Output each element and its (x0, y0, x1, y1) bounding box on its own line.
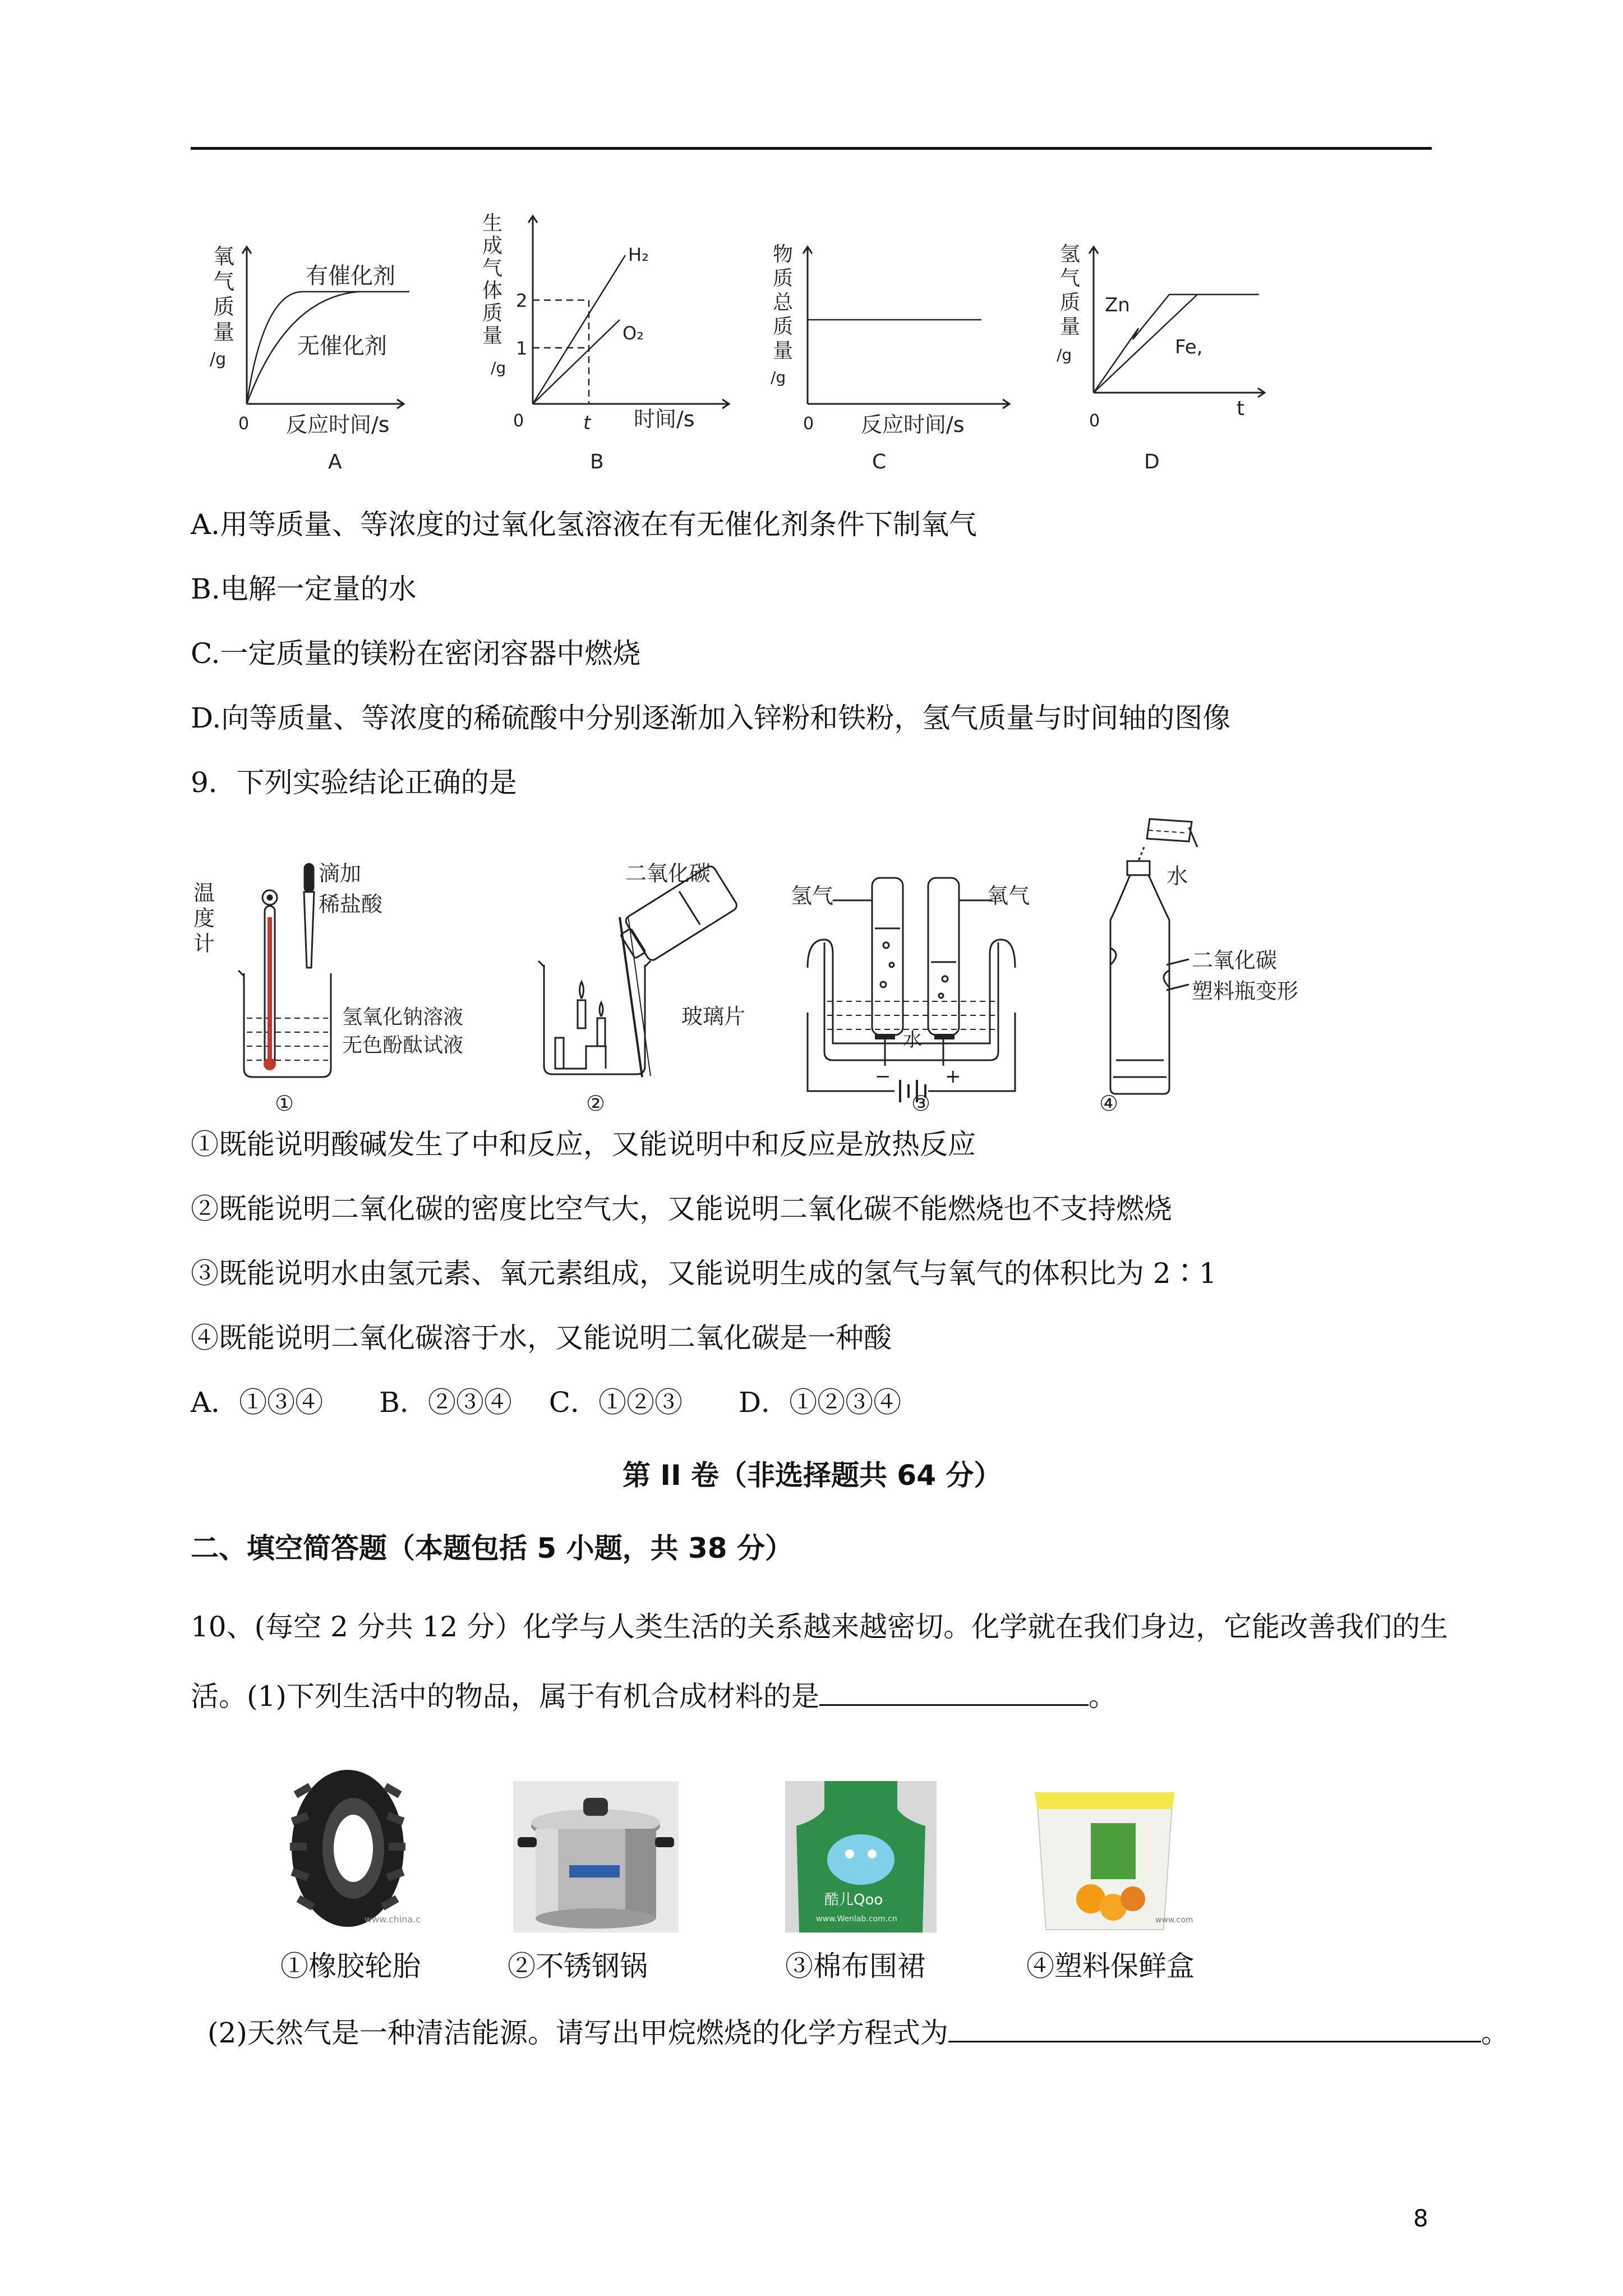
item-label-pot: ②不锈钢锅 (508, 1950, 648, 1982)
fig4-water-label: 水 (1166, 864, 1188, 889)
apron-url-text: www.Wenlab.com.cn (816, 1915, 897, 1924)
graph-b-origin: 0 (513, 411, 524, 431)
graph-d-zn-label: Zn (1105, 294, 1130, 316)
fig3-minus-label: − (875, 1065, 891, 1088)
graph-b-ylabel-2: 成 (482, 234, 503, 257)
thermometer-mercury (268, 917, 272, 1063)
graph-c-ylabel-3: 总 (773, 291, 794, 314)
fig1-drop-label-2: 稀盐酸 (319, 892, 383, 917)
header-rule (191, 147, 1432, 150)
q9-options: A．①③④ B．②③④ C．①②③ D．①②③④ (191, 1386, 902, 1419)
q8-option-d: D.向等质量、等浓度的稀硫酸中分别逐渐加入锌粉和铁粉，氢气质量与时间轴的图像 (191, 702, 1231, 734)
graph-d-ylabel-2: 气 (1060, 267, 1081, 290)
graph-a-xlabel: 反应时间/s (286, 412, 390, 437)
graph-d-xlabel: t (1237, 397, 1245, 420)
q9-figure-2-co2-candles (533, 855, 768, 1116)
apron-image (785, 1781, 937, 1932)
q10-line-3-end: 。 (1481, 2017, 1509, 2049)
graph-d-ylabel-unit: /g (1057, 346, 1072, 364)
graph-b (471, 205, 740, 477)
q9-figure-1-neutralization (191, 855, 550, 1116)
fig4-deform-label: 塑料瓶变形 (1192, 979, 1299, 1004)
graph-a-curve1-label: 有催化剂 (306, 263, 395, 289)
graph-b-t-label: t (583, 412, 591, 434)
graph-a (202, 236, 415, 477)
pot-image (513, 1781, 679, 1932)
graph-d-ylabel-4: 量 (1060, 315, 1081, 338)
apron-logo-text: 酷儿Qoo (824, 1892, 883, 1908)
q9-statement-1: ①既能说明酸碱发生了中和反应，又能说明中和反应是放热反应 (191, 1128, 976, 1161)
q9-figure-4-plastic-bottle (1082, 808, 1329, 1116)
graph-c-origin: 0 (803, 414, 814, 434)
graph-d-ylabel-3: 质 (1060, 291, 1081, 314)
graph-c-xlabel: 反应时间/s (861, 412, 965, 437)
item-label-tire: ①橡胶轮胎 (280, 1950, 421, 1982)
graph-b-ylabel-1: 生 (482, 212, 503, 235)
fig3-h2-label: 氢气 (791, 884, 834, 908)
part2-title: 第 II 卷（非选择题共 64 分） (623, 1459, 1002, 1492)
graph-b-ylabel-6: 量 (482, 324, 503, 347)
graph-a-caption: A (328, 450, 342, 473)
fig3-number: ③ (911, 1091, 931, 1116)
graph-c-ylabel-5: 量 (773, 339, 794, 362)
graph-d-fe-label: Fe, (1175, 336, 1203, 358)
graph-b-caption: B (590, 450, 604, 473)
fig2-glass-label: 玻璃片 (681, 1004, 746, 1029)
fig1-solution-label-2: 无色酚酞试液 (342, 1034, 464, 1057)
graph-a-ylabel-2: 气 (213, 269, 235, 294)
fig3-water-label: 水 (903, 1029, 922, 1051)
fig1-drop-label-1: 滴加 (319, 861, 362, 886)
q8-option-b: B.电解一定量的水 (191, 573, 417, 605)
graph-b-ylabel-5: 质 (482, 302, 503, 325)
fig1-solution-label-1: 氢氧化钠溶液 (342, 1006, 464, 1029)
q8-option-a: A.用等质量、等浓度的过氧化氢溶液在有无催化剂条件下制氧气 (191, 508, 978, 541)
graph-a-ylabel-4: 量 (213, 320, 235, 344)
graph-c (763, 236, 1021, 477)
graph-b-tick-1: 1 (516, 338, 528, 359)
q10-answer-blank-2[interactable] (948, 2014, 1481, 2042)
q10-line-1: 10、(每空 2 分共 12 分）化学与人类生活的关系越来越密切。化学就在我们身边，它能改善我们的生 (191, 1611, 1449, 1643)
page-number: 8 (1413, 2205, 1428, 2232)
part2-section-heading: 二、填空简答题（本题包括 5 小题，共 38 分） (191, 1532, 793, 1565)
graph-b-xlabel: 时间/s (634, 407, 695, 431)
graph-b-ylabel-3: 气 (482, 257, 503, 280)
graph-c-ylabel-4: 质 (773, 315, 794, 338)
graph-c-caption: C (872, 450, 887, 473)
box-watermark: www.com (1155, 1916, 1193, 1925)
q9-statement-2: ②既能说明二氧化碳的密度比空气大，又能说明二氧化碳不能燃烧也不支持燃烧 (191, 1193, 1172, 1225)
graph-d-ylabel-1: 氢 (1060, 243, 1081, 266)
q10-line-3 (208, 2014, 1509, 2050)
q10-line-2-end: 。 (1088, 1680, 1117, 1713)
graph-c-ylabel-2: 质 (773, 267, 794, 290)
q10-line-3-text: (2)天然气是一种清洁能源。请写出甲烷燃烧的化学方程式为 (208, 2017, 948, 2049)
graph-d (1049, 236, 1273, 477)
graph-c-ylabel-unit: /g (771, 368, 786, 386)
q9-statement-4: ④既能说明二氧化碳溶于水，又能说明二氧化碳是一种酸 (191, 1322, 892, 1354)
q9-stem: 9．下列实验结论正确的是 (191, 766, 517, 799)
fig3-plus-label: + (945, 1065, 961, 1088)
q10-line-2 (191, 1677, 1117, 1713)
fig1-number: ① (275, 1091, 294, 1116)
item-label-apron: ③棉布围裙 (785, 1950, 925, 1982)
fig3-o2-label: 氧气 (987, 884, 1030, 908)
graph-b-h2-label: H₂ (628, 244, 649, 265)
graph-b-o2-label: O₂ (623, 323, 644, 344)
q9-figure-3-electrolysis (791, 844, 1060, 1116)
tire-image (283, 1764, 421, 1932)
graph-b-tick-2: 2 (516, 290, 528, 311)
tire-watermark: www.china.c (365, 1914, 421, 1925)
q9-statement-3: ③既能说明水由氢元素、氧元素组成，又能说明生成的氢气与氧气的体积比为 2∶1 (191, 1257, 1217, 1290)
graph-a-curve2-label: 无催化剂 (297, 333, 387, 359)
graph-b-ylabel-4: 体 (482, 279, 503, 302)
q10-line-2-text: 活。(1)下列生活中的物品，属于有机合成材料的是 (191, 1680, 819, 1713)
q8-option-c: C.一定质量的镁粉在密闭容器中燃烧 (191, 637, 641, 670)
graph-d-origin: 0 (1089, 411, 1100, 431)
fig4-number: ④ (1099, 1091, 1119, 1116)
graph-a-ylabel-unit: /g (210, 349, 227, 369)
plastic-box-image (1032, 1787, 1193, 1932)
fig2-number: ② (586, 1091, 606, 1116)
graph-a-origin: 0 (238, 414, 250, 434)
item-label-box: ④塑料保鲜盒 (1026, 1950, 1195, 1982)
fig1-thermo-label-2: 度 (193, 906, 215, 931)
graph-a-ylabel-3: 质 (213, 295, 235, 319)
graph-d-caption: D (1144, 450, 1160, 473)
graph-c-ylabel-1: 物 (773, 243, 794, 266)
fig2-gas-label: 二氧化碳 (625, 861, 711, 886)
fig1-thermo-label-1: 温 (193, 881, 215, 905)
fig1-thermo-label-3: 计 (193, 931, 215, 956)
fig4-co2-label: 二氧化碳 (1192, 948, 1278, 973)
q10-answer-blank-1[interactable] (819, 1677, 1089, 1706)
graph-a-ylabel-1: 氧 (213, 244, 235, 269)
graph-b-ylabel-unit: /g (491, 358, 506, 377)
